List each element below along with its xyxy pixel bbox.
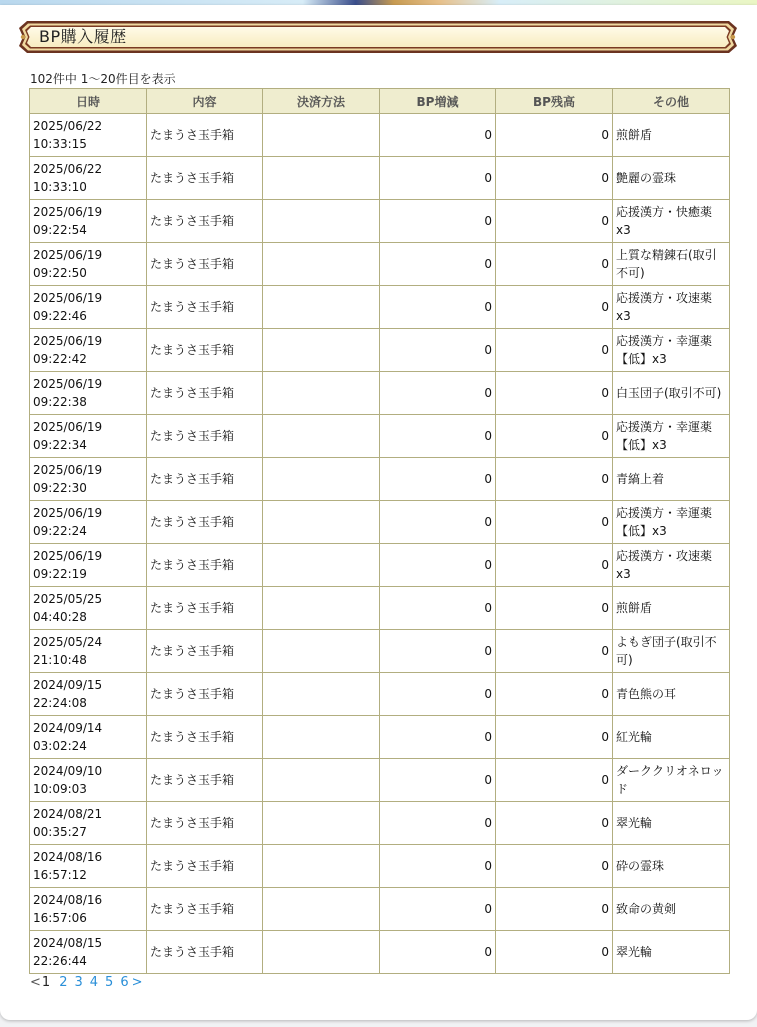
row-content: たまうさ玉手箱 — [147, 372, 263, 415]
row-other: 艶麗の霊珠 — [613, 157, 730, 200]
row-time: 09:22:19 — [33, 567, 87, 581]
row-payment — [263, 673, 380, 716]
row-payment — [263, 243, 380, 286]
row-other: 翠光輪 — [613, 931, 730, 974]
row-date: 2025/05/24 — [33, 635, 103, 649]
pagination-prev: < — [30, 975, 41, 990]
row-content: たまうさ玉手箱 — [147, 673, 263, 716]
row-date: 2024/08/16 — [33, 850, 103, 864]
row-bp-change: 0 — [380, 544, 496, 587]
row-bp-balance: 0 — [496, 329, 613, 372]
row-date: 2025/06/19 — [33, 377, 103, 391]
title-banner — [17, 19, 739, 55]
row-datetime — [30, 759, 147, 802]
row-other: 応援漢方・攻速薬x3 — [613, 544, 730, 587]
row-bp-change: 0 — [380, 458, 496, 501]
row-date: 2025/06/19 — [33, 334, 103, 348]
row-bp-balance: 0 — [496, 888, 613, 931]
row-time: 09:22:34 — [33, 438, 87, 452]
row-time: 10:09:03 — [33, 782, 87, 796]
row-bp-change: 0 — [380, 286, 496, 329]
row-time: 16:57:12 — [33, 868, 87, 882]
row-other: 白玉団子(取引不可) — [613, 372, 730, 415]
row-bp-change: 0 — [380, 759, 496, 802]
row-other: 応援漢方・快癒薬x3 — [613, 200, 730, 243]
row-time: 09:22:50 — [33, 266, 87, 280]
row-other: 応援漢方・幸運薬【低】x3 — [613, 329, 730, 372]
row-date: 2025/06/19 — [33, 205, 103, 219]
page-title: BP購入履歴 — [39, 27, 127, 46]
row-date: 2025/06/22 — [33, 119, 103, 133]
row-time: 21:10:48 — [33, 653, 87, 667]
row-content: たまうさ玉手箱 — [147, 544, 263, 587]
row-date: 2024/08/16 — [33, 893, 103, 907]
row-bp-balance: 0 — [496, 802, 613, 845]
row-date: 2025/06/19 — [33, 506, 103, 520]
row-content: たまうさ玉手箱 — [147, 501, 263, 544]
row-bp-balance: 0 — [496, 630, 613, 673]
row-bp-change: 0 — [380, 587, 496, 630]
table-row — [30, 286, 730, 329]
row-bp-change: 0 — [380, 931, 496, 974]
row-content: たまうさ玉手箱 — [147, 888, 263, 931]
row-payment — [263, 802, 380, 845]
table-row — [30, 458, 730, 501]
row-bp-balance: 0 — [496, 544, 613, 587]
row-time: 09:22:46 — [33, 309, 87, 323]
header-date: 日時 — [30, 89, 147, 114]
row-datetime — [30, 458, 147, 501]
row-other: 青縞上着 — [613, 458, 730, 501]
row-payment — [263, 157, 380, 200]
row-other: ダーククリオネロッド — [613, 759, 730, 802]
table-row — [30, 673, 730, 716]
row-other: 応援漢方・攻速薬x3 — [613, 286, 730, 329]
row-content: たまうさ玉手箱 — [147, 845, 263, 888]
row-other: 上質な精錬石(取引不可) — [613, 243, 730, 286]
row-bp-balance: 0 — [496, 458, 613, 501]
row-other: よもぎ団子(取引不可) — [613, 630, 730, 673]
table-row — [30, 200, 730, 243]
row-bp-change: 0 — [380, 630, 496, 673]
row-payment — [263, 458, 380, 501]
row-bp-change: 0 — [380, 845, 496, 888]
row-bp-balance: 0 — [496, 673, 613, 716]
row-bp-change: 0 — [380, 200, 496, 243]
row-payment — [263, 630, 380, 673]
row-datetime — [30, 415, 147, 458]
table-row — [30, 544, 730, 587]
pagination — [30, 974, 150, 992]
row-date: 2024/08/21 — [33, 807, 103, 821]
row-bp-change: 0 — [380, 243, 496, 286]
row-payment — [263, 200, 380, 243]
row-time: 10:33:15 — [33, 137, 87, 151]
pagination-page-4[interactable]: 4 — [89, 975, 99, 990]
row-other: 煎餅盾 — [613, 587, 730, 630]
row-content: たまうさ玉手箱 — [147, 630, 263, 673]
row-content: たまうさ玉手箱 — [147, 243, 263, 286]
row-bp-balance: 0 — [496, 243, 613, 286]
row-payment — [263, 329, 380, 372]
row-bp-change: 0 — [380, 673, 496, 716]
row-time: 04:40:28 — [33, 610, 87, 624]
table-row — [30, 802, 730, 845]
pagination-page-3[interactable]: 3 — [74, 975, 83, 990]
header-bp-change: BP増減 — [380, 89, 496, 114]
row-payment — [263, 415, 380, 458]
row-bp-change: 0 — [380, 329, 496, 372]
row-payment — [263, 114, 380, 157]
row-time: 00:35:27 — [33, 825, 87, 839]
header-payment: 決済方法 — [263, 89, 380, 114]
table-row — [30, 931, 730, 974]
row-payment — [263, 544, 380, 587]
row-datetime — [30, 716, 147, 759]
row-bp-balance: 0 — [496, 157, 613, 200]
row-content: たまうさ玉手箱 — [147, 802, 263, 845]
table-row — [30, 716, 730, 759]
row-date: 2025/06/22 — [33, 162, 103, 176]
row-datetime — [30, 673, 147, 716]
row-bp-change: 0 — [380, 802, 496, 845]
row-bp-change: 0 — [380, 415, 496, 458]
row-date: 2025/06/19 — [33, 248, 103, 262]
row-datetime — [30, 630, 147, 673]
row-time: 09:22:54 — [33, 223, 87, 237]
row-payment — [263, 759, 380, 802]
row-other: 煎餅盾 — [613, 114, 730, 157]
row-bp-balance: 0 — [496, 372, 613, 415]
row-payment — [263, 286, 380, 329]
table-row — [30, 415, 730, 458]
row-date: 2025/05/25 — [33, 592, 103, 606]
row-time: 03:02:24 — [33, 739, 87, 753]
row-date: 2025/06/19 — [33, 420, 103, 434]
row-date: 2024/09/10 — [33, 764, 103, 778]
row-bp-change: 0 — [380, 501, 496, 544]
row-date: 2024/09/15 — [33, 678, 103, 692]
row-bp-change: 0 — [380, 716, 496, 759]
row-date: 2024/09/14 — [33, 721, 103, 735]
row-datetime — [30, 845, 147, 888]
row-payment — [263, 888, 380, 931]
table-row — [30, 501, 730, 544]
table-row — [30, 630, 730, 673]
row-bp-change: 0 — [380, 157, 496, 200]
row-time: 09:22:38 — [33, 395, 87, 409]
table-row — [30, 329, 730, 372]
row-other: 青色熊の耳 — [613, 673, 730, 716]
row-bp-balance: 0 — [496, 200, 613, 243]
row-datetime — [30, 587, 147, 630]
row-other: 紅光輪 — [613, 716, 730, 759]
row-other: 応援漢方・幸運薬【低】x3 — [613, 415, 730, 458]
row-time: 09:22:42 — [33, 352, 87, 366]
row-time: 22:24:08 — [33, 696, 87, 710]
pagination-page-2[interactable]: 2 — [59, 975, 68, 990]
row-bp-balance: 0 — [496, 759, 613, 802]
row-bp-balance: 0 — [496, 716, 613, 759]
row-datetime — [30, 157, 147, 200]
row-bp-change: 0 — [380, 888, 496, 931]
table-row — [30, 243, 730, 286]
table-row — [30, 157, 730, 200]
table-row — [30, 372, 730, 415]
row-content: たまうさ玉手箱 — [147, 200, 263, 243]
table-header-row — [30, 89, 730, 114]
row-datetime — [30, 802, 147, 845]
row-bp-balance: 0 — [496, 587, 613, 630]
row-bp-balance: 0 — [496, 286, 613, 329]
row-other: 砕の霊珠 — [613, 845, 730, 888]
row-datetime — [30, 200, 147, 243]
row-content: たまうさ玉手箱 — [147, 587, 263, 630]
result-summary: 102件中 1〜20件目を表示 — [30, 72, 176, 86]
table-row — [30, 759, 730, 802]
pagination-page-6[interactable]: 6 — [120, 975, 129, 990]
row-payment — [263, 587, 380, 630]
table-row — [30, 587, 730, 630]
row-bp-balance: 0 — [496, 415, 613, 458]
row-content: たまうさ玉手箱 — [147, 286, 263, 329]
row-content: たまうさ玉手箱 — [147, 759, 263, 802]
row-datetime — [30, 544, 147, 587]
row-datetime — [30, 286, 147, 329]
row-datetime — [30, 931, 147, 974]
header-bp-balance: BP残高 — [496, 89, 613, 114]
row-bp-balance: 0 — [496, 114, 613, 157]
row-datetime — [30, 243, 147, 286]
row-other: 致命の黄剣 — [613, 888, 730, 931]
row-other: 応援漢方・幸運薬【低】x3 — [613, 501, 730, 544]
row-date: 2024/08/15 — [33, 936, 103, 950]
row-bp-change: 0 — [380, 372, 496, 415]
row-date: 2025/06/19 — [33, 463, 103, 477]
row-content: たまうさ玉手箱 — [147, 458, 263, 501]
row-time: 22:26:44 — [33, 954, 87, 968]
row-payment — [263, 501, 380, 544]
row-other: 翠光輪 — [613, 802, 730, 845]
table-row — [30, 888, 730, 931]
row-payment — [263, 931, 380, 974]
row-content: たまうさ玉手箱 — [147, 415, 263, 458]
row-datetime — [30, 372, 147, 415]
row-payment — [263, 372, 380, 415]
row-payment — [263, 716, 380, 759]
row-content: たまうさ玉手箱 — [147, 716, 263, 759]
row-time: 16:57:06 — [33, 911, 87, 925]
pagination-current-page: 1 — [41, 975, 51, 990]
row-bp-change: 0 — [380, 114, 496, 157]
table-row — [30, 114, 730, 157]
header-other: その他 — [613, 89, 730, 114]
pagination-page-5[interactable]: 5 — [105, 975, 114, 990]
header-content: 内容 — [147, 89, 263, 114]
row-bp-balance: 0 — [496, 845, 613, 888]
table-row — [30, 845, 730, 888]
row-time: 09:22:24 — [33, 524, 87, 538]
purchase-history-table — [29, 88, 730, 974]
pagination-next[interactable]: > — [131, 975, 143, 990]
row-content: たまうさ玉手箱 — [147, 157, 263, 200]
row-datetime — [30, 329, 147, 372]
row-datetime — [30, 114, 147, 157]
row-time: 09:22:30 — [33, 481, 87, 495]
row-content: たまうさ玉手箱 — [147, 114, 263, 157]
row-date: 2025/06/19 — [33, 291, 103, 305]
row-payment — [263, 845, 380, 888]
row-bp-balance: 0 — [496, 501, 613, 544]
row-content: たまうさ玉手箱 — [147, 329, 263, 372]
row-date: 2025/06/19 — [33, 549, 103, 563]
row-content: たまうさ玉手箱 — [147, 931, 263, 974]
row-datetime — [30, 888, 147, 931]
row-bp-balance: 0 — [496, 931, 613, 974]
row-datetime — [30, 501, 147, 544]
row-time: 10:33:10 — [33, 180, 87, 194]
